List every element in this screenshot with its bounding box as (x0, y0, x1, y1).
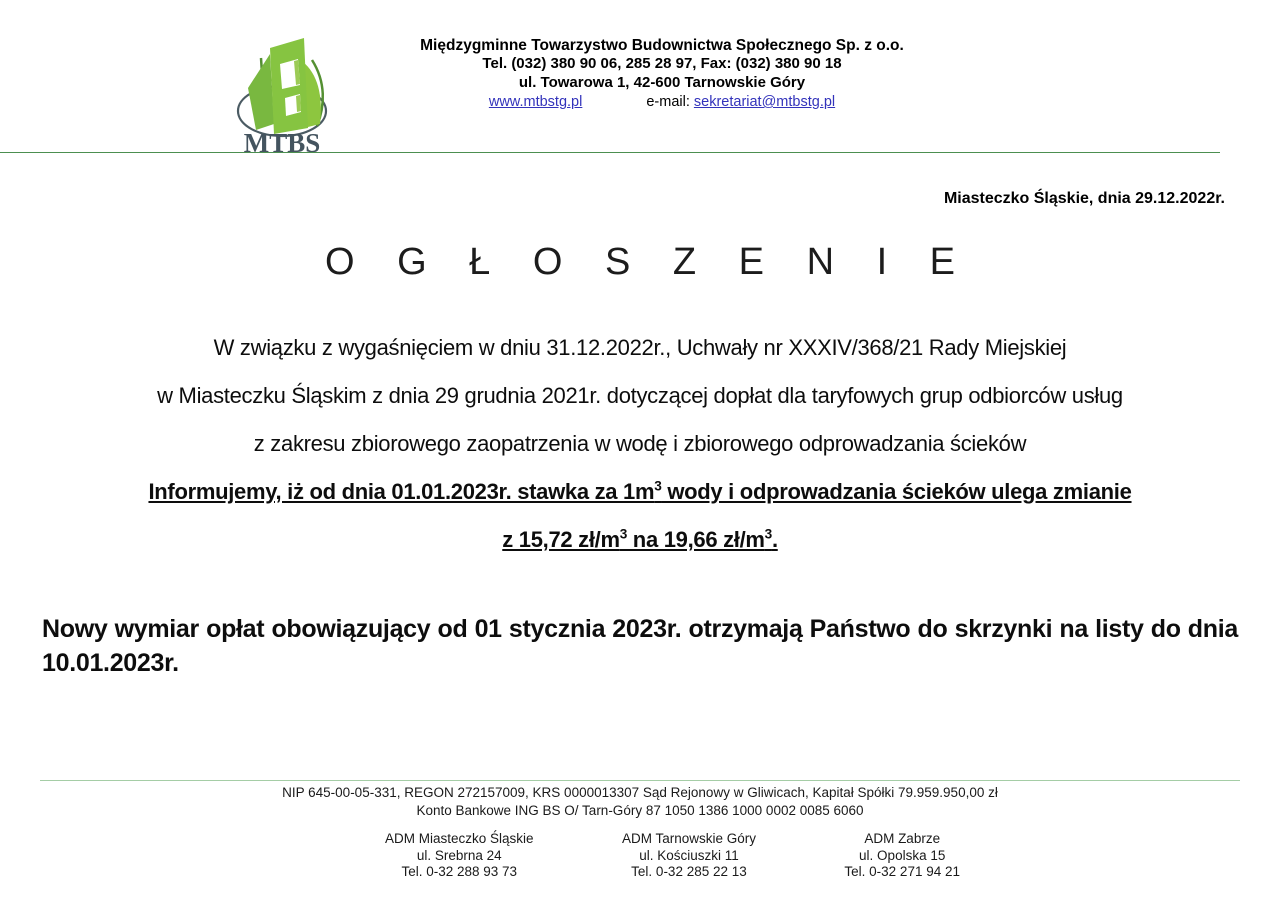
paragraph-line: z zakresu zbiorowego zaopatrzenia w wodę i zbiorowego odprowadzania ścieków (253, 431, 1027, 456)
paragraph-line: w Miasteczku Śląskim z dnia 29 grudnia 2021r. dotyczącej dopłat dla taryfowych grup odbiorców usług (157, 383, 1123, 408)
highlight-line-2 (40, 526, 1240, 553)
logo-wordmark: MTBS (243, 128, 321, 156)
highlight-text: z 15,72 zł/m (502, 527, 620, 552)
office-tarnowskie (622, 831, 756, 881)
highlight-line-1 (40, 478, 1240, 505)
office-phone: Tel. 0-32 285 22 13 (631, 864, 747, 879)
email-link[interactable]: sekretariat@mtbstg.pl (693, 94, 836, 110)
registry-line: NIP 645-00-05-331, REGON 272157009, KRS 0000013307 Sąd Rejonowy w Gliwicach, Kapitał Spółki 79.959.950,00 zł (282, 785, 998, 800)
office-zabrze (844, 831, 960, 881)
notice-paragraph: Nowy wymiar opłat obowiązujący od 01 stycznia 2023r. otrzymają Państwo do skrzynki na listy do dnia 10.01.2023r. (42, 615, 1238, 677)
office-street: ul. Opolska 15 (859, 847, 946, 863)
highlight-text: . (771, 527, 778, 552)
office-street: ul. Srebrna 24 (416, 847, 502, 863)
company-address: ul. Towarowa 1, 42-600 Tarnowskie Góry (518, 73, 806, 91)
page-title: O G Ł O S Z E N I E (324, 241, 972, 283)
bank-line: Konto Bankowe ING BS O/ Tarn-Góry 87 1050 1386 1000 0002 0085 6060 (416, 802, 864, 818)
superscript: 3 (764, 526, 772, 542)
letterhead (402, 36, 922, 112)
office-name: ADM Miasteczko Śląskie (385, 831, 534, 846)
website-link[interactable]: www.mtbstg.pl (488, 94, 583, 110)
office-phone: Tel. 0-32 288 93 73 (401, 864, 518, 879)
footer-divider (40, 780, 1240, 781)
date-line: Miasteczko Śląskie, dnia 29.12.2022r. (943, 190, 1225, 207)
paragraph-line: W związku z wygaśnięciem w dniu 31.12.2022r., Uchwały nr XXXIV/368/21 Rady Miejskiej (213, 335, 1067, 360)
office-name: ADM Zabrze (864, 831, 941, 846)
office-miasteczko (385, 831, 534, 881)
company-phone: Tel. (032) 380 90 06, 285 28 97, Fax: (032) 380 90 18 (482, 55, 842, 72)
footer-registry (40, 784, 1240, 819)
superscript: 3 (654, 478, 662, 494)
announcement-body (40, 334, 1240, 574)
highlight-text: Informujemy, iż od dnia 01.01.2023r. stawka za 1m (148, 479, 655, 504)
email-wrap (646, 93, 835, 112)
mtbs-logo-icon (234, 26, 330, 156)
header-divider (0, 152, 1220, 153)
highlight-text: na 19,66 zł/m (627, 527, 765, 552)
office-name: ADM Tarnowskie Góry (621, 831, 756, 846)
building-logo-icon (234, 26, 330, 156)
company-links (402, 93, 922, 112)
highlight-text: wody i odprowadzania ścieków ulega zmianie (661, 479, 1132, 504)
office-street: ul. Kościuszki 11 (639, 847, 739, 863)
superscript: 3 (619, 526, 627, 542)
email-label: e-mail: (646, 94, 694, 110)
office-phone: Tel. 0-32 271 94 21 (844, 864, 960, 879)
company-name: Międzygminne Towarzystwo Budownictwa Społecznego Sp. z o.o. (420, 37, 904, 54)
office-columns (385, 831, 960, 881)
